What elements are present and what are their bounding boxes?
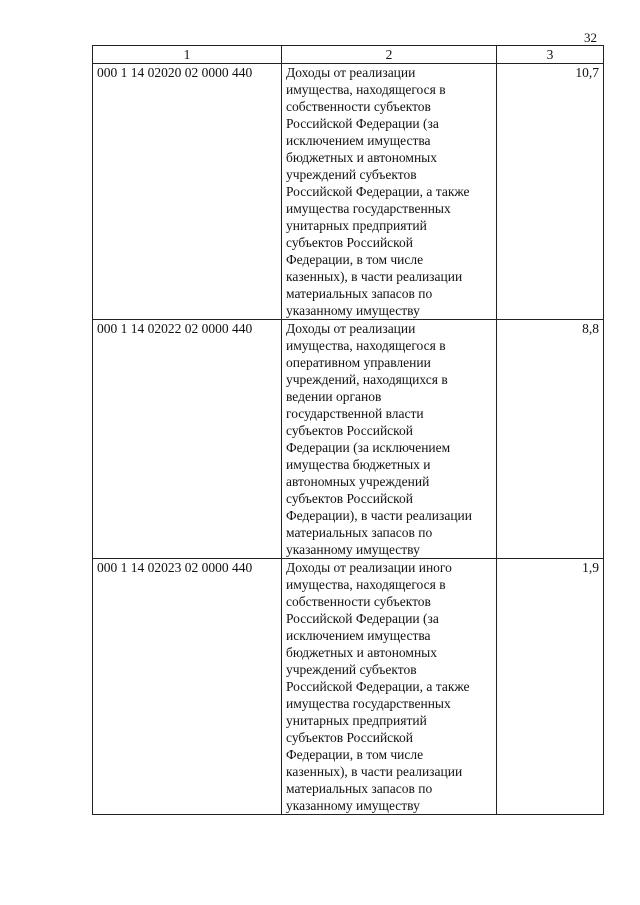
description-line: унитарных предприятий bbox=[286, 218, 427, 233]
description-line: имущества, находящегося в bbox=[286, 82, 446, 97]
description-line: бюджетных и автономных bbox=[286, 645, 438, 660]
description-line: указанному имуществу bbox=[286, 303, 420, 318]
description-line: собственности субъектов bbox=[286, 594, 431, 609]
description-line: учреждений субъектов bbox=[286, 167, 417, 182]
table-row bbox=[93, 64, 604, 320]
description-line: Федерации (за исключением bbox=[286, 440, 451, 455]
amount-cell: 10,7 bbox=[497, 64, 604, 320]
description-line: имущества бюджетных и bbox=[286, 457, 431, 472]
budget-code-cell: 000 1 14 02022 02 0000 440 bbox=[93, 320, 282, 559]
description-line: имущества, находящегося в bbox=[286, 338, 446, 353]
description-line: бюджетных и автономных bbox=[286, 150, 438, 165]
description-line: Федерации), в части реализации bbox=[286, 508, 473, 523]
table-body bbox=[93, 64, 604, 815]
description-line: субъектов Российской bbox=[286, 730, 414, 745]
description-line: материальных запасов по bbox=[286, 525, 433, 540]
description-line: субъектов Российской bbox=[286, 423, 414, 438]
table-header-row bbox=[93, 46, 604, 64]
description-line: казенных), в части реализации bbox=[286, 764, 463, 779]
description-line: Российской Федерации (за bbox=[286, 611, 439, 626]
column-header-amount: 3 bbox=[497, 46, 604, 64]
description-line: Доходы от реализации иного bbox=[286, 560, 452, 575]
amount-cell: 1,9 bbox=[497, 559, 604, 815]
description-line: казенных), в части реализации bbox=[286, 269, 463, 284]
description-line: материальных запасов по bbox=[286, 286, 433, 301]
page-number: 32 bbox=[584, 30, 597, 45]
description-line: учреждений, находящихся в bbox=[286, 372, 448, 387]
description-line: имущества государственных bbox=[286, 696, 451, 711]
description-line: унитарных предприятий bbox=[286, 713, 427, 728]
description-line: оперативном управлении bbox=[286, 355, 431, 370]
description-line: исключением имущества bbox=[286, 628, 431, 643]
description-line: государственной власти bbox=[286, 406, 424, 421]
description-line: Федерации, в том числе bbox=[286, 747, 424, 762]
description-line: Доходы от реализации bbox=[286, 321, 416, 336]
description-cell bbox=[282, 559, 497, 815]
description-line: субъектов Российской bbox=[286, 491, 414, 506]
description-line: учреждений субъектов bbox=[286, 662, 417, 677]
description-line: материальных запасов по bbox=[286, 781, 433, 796]
description-line: указанному имуществу bbox=[286, 542, 420, 557]
budget-code-cell: 000 1 14 02020 02 0000 440 bbox=[93, 64, 282, 320]
table-row bbox=[93, 559, 604, 815]
description-line: собственности субъектов bbox=[286, 99, 431, 114]
description-line: исключением имущества bbox=[286, 133, 431, 148]
description-line: Российской Федерации, а также bbox=[286, 679, 470, 694]
description-line: Доходы от реализации bbox=[286, 65, 416, 80]
description-line: автономных учреждений bbox=[286, 474, 430, 489]
amount-cell: 8,8 bbox=[497, 320, 604, 559]
table-row bbox=[93, 320, 604, 559]
revenue-table bbox=[92, 45, 604, 815]
description-line: Российской Федерации, а также bbox=[286, 184, 470, 199]
description-line: имущества государственных bbox=[286, 201, 451, 216]
column-header-description: 2 bbox=[282, 46, 497, 64]
description-cell bbox=[282, 320, 497, 559]
description-cell bbox=[282, 64, 497, 320]
column-header-code: 1 bbox=[93, 46, 282, 64]
description-line: Российской Федерации (за bbox=[286, 116, 439, 131]
description-line: имущества, находящегося в bbox=[286, 577, 446, 592]
description-line: субъектов Российской bbox=[286, 235, 414, 250]
description-line: указанному имуществу bbox=[286, 798, 420, 813]
budget-code-cell: 000 1 14 02023 02 0000 440 bbox=[93, 559, 282, 815]
description-line: ведении органов bbox=[286, 389, 382, 404]
description-line: Федерации, в том числе bbox=[286, 252, 424, 267]
